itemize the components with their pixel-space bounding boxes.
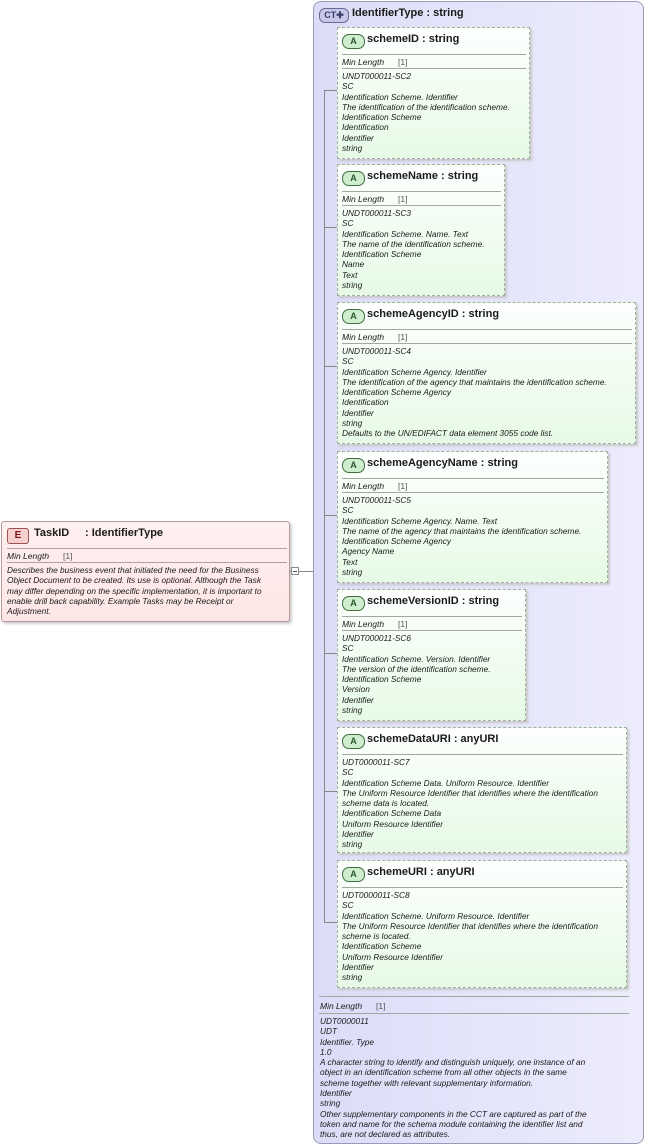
doc-line: Identifier. Type [320,1036,374,1047]
doc-line: Name [342,259,365,270]
attribute-badge: A [342,34,365,49]
doc-line: Identification Scheme [342,941,422,952]
description-line: Object Document to be created. Its use is optional. Although the Task [7,575,261,586]
doc-line: string [342,705,363,716]
doc-line: Version [342,684,370,695]
facet-name: Min Length [342,57,385,67]
doc-line: Identification Scheme Data [342,808,442,819]
complex-type-title: IdentifierType : string [352,7,464,19]
doc-line: Identification Scheme. Name. Text [342,228,469,239]
doc-line: Identification Scheme Agency [342,387,451,398]
divider [342,630,522,631]
doc-line: object in an identification scheme from all other objects in the same [320,1067,567,1078]
tree-branch [324,90,337,91]
facet-name: Min Length [342,481,385,491]
attribute-title: schemeAgencyID : string [367,308,500,320]
attribute-title: schemeDataURI : anyURI [367,733,499,745]
tree-branch [324,791,337,792]
doc-line: UDT0000011-SC7 [342,757,410,767]
doc-line: Text [342,556,358,567]
doc-line: string [320,1098,341,1109]
doc-line: Identification Scheme [342,112,422,123]
tree-branch [324,366,337,367]
doc-line: string [342,839,363,850]
facet-value: [1] [376,1001,386,1011]
attribute-documentation [342,71,510,153]
doc-line: Identification Scheme. Identifier [342,91,458,102]
tree-branch [324,227,337,228]
doc-line: UDT0000011 [320,1016,369,1026]
doc-line: The version of the identification scheme. [342,663,491,674]
attribute-documentation [342,633,491,715]
divider [342,478,604,479]
connector-line [299,571,314,572]
facet-value: [1] [398,332,408,342]
attribute-schemedatauri[interactable] [337,727,627,853]
attribute-badge: A [342,596,365,611]
attribute-documentation [342,208,485,290]
divider [342,492,604,493]
doc-line: The Uniform Resource Identifier that identifies where the identification [342,920,598,931]
attribute-badge: A [342,309,365,324]
doc-line: Text [342,269,358,280]
description-line: Adjustment. [7,606,51,617]
facet-value: [1] [398,481,408,491]
tree-branch [324,922,337,923]
attribute-schemeuri[interactable] [337,860,627,988]
facet-name: Min Length [342,194,385,204]
attribute-documentation [342,346,607,439]
doc-line: Identification Scheme [342,674,422,685]
doc-line: scheme together with relevant supplementary information. [320,1077,534,1088]
divider [342,754,623,755]
doc-line: The name of the agency that maintains the identification scheme. [342,525,582,536]
tree-branch [324,515,337,516]
doc-line: The name of the identification scheme. [342,238,485,249]
description-line: enable drill back capability. Example Tasks may be Receipt or [7,595,234,606]
doc-line: Agency Name [342,546,395,557]
doc-line: SC [342,356,354,367]
facet-name: Min Length [7,551,50,561]
divider [342,54,526,55]
doc-line: UDT0000011-SC8 [342,890,410,900]
element-description [7,565,289,616]
doc-line: UNDT000011-SC3 [342,208,412,218]
divider [342,191,501,192]
expand-plus-icon: ✚ [336,10,344,20]
divider [342,616,522,617]
doc-line: The Uniform Resource Identifier that identifies where the identification [342,787,598,798]
doc-line: UNDT000011-SC5 [342,495,412,505]
complex-type-documentation [319,996,631,1141]
attribute-badge: A [342,171,365,186]
divider [7,548,287,549]
doc-line: string [342,143,363,154]
divider [7,562,287,563]
description-line: may differ depending on the specific implementation, it is important to [7,585,262,596]
attribute-badge: A [342,734,365,749]
doc-line: Identifier [342,829,374,840]
doc-line: Identifier [342,132,374,143]
attribute-schemeid[interactable] [337,27,530,159]
doc-line: Identification Scheme. Version. Identifier [342,653,491,664]
divider [342,205,501,206]
doc-line: UNDT000011-SC6 [342,633,412,643]
ct-doc-lines [320,1016,630,1140]
attribute-schemeagencyid[interactable] [337,302,636,444]
facet-value: [1] [63,551,73,561]
facet-name: Min Length [342,619,385,629]
doc-line: Identification [342,397,389,408]
doc-line: SC [342,767,354,778]
doc-line: Identification Scheme Agency. Identifier [342,366,487,377]
facet-value: [1] [398,57,408,67]
description-line: Describes the business event that initiated the need for the Business [7,565,259,575]
attribute-badge: A [342,458,365,473]
doc-line: The identification of the identification scheme. [342,101,510,112]
divider [319,996,629,997]
doc-line: SC [342,218,354,229]
facet-name: Min Length [342,332,385,342]
element-type: : IdentifierType [85,527,164,539]
attribute-badge: A [342,867,365,882]
attribute-schemeagencyname[interactable] [337,451,608,583]
doc-line: SC [342,81,354,92]
doc-line: scheme is located. [342,931,411,942]
doc-line: Identification Scheme Agency [342,536,451,547]
doc-line: Identification Scheme [342,249,422,260]
element-taskid[interactable] [1,521,290,622]
attribute-documentation [342,495,581,577]
complex-type-identifiertype[interactable] [313,1,644,1144]
attribute-schemeversionid[interactable] [337,589,526,721]
doc-line: Identifier [342,962,374,973]
doc-line: A character string to identify and distinguish uniquely, one instance of an [320,1057,586,1068]
element-name: TaskID [34,527,70,539]
divider [342,343,632,344]
doc-line: thus, are not declared as attributes. [320,1129,451,1140]
doc-line: Identifier [320,1088,352,1099]
complex-type-badge [319,8,349,23]
facet-name: Min Length [320,1001,363,1011]
facet-value: [1] [398,194,408,204]
tree-line [324,90,325,922]
attribute-documentation [342,890,598,983]
divider [342,887,623,888]
element-badge: E [7,528,29,544]
attribute-documentation [342,757,598,850]
doc-line: Identification Scheme Data. Uniform Resource. Identifier [342,777,550,788]
attribute-title: schemeVersionID : string [367,595,500,607]
collapse-toggle-icon[interactable] [291,567,299,575]
doc-line: scheme data is located. [342,798,430,809]
doc-line: string [342,972,363,983]
doc-line: Uniform Resource Identifier [342,818,443,829]
doc-line: Defaults to the UN/EDIFACT data element 3055 code list. [342,428,554,439]
doc-line: Uniform Resource Identifier [342,951,443,962]
doc-line: SC [342,900,354,911]
doc-line: SC [342,505,354,516]
doc-line: string [342,280,363,291]
attribute-title: schemeAgencyName : string [367,457,518,469]
doc-line: Identification [342,122,389,133]
doc-line: string [342,418,363,429]
attribute-title: schemeName : string [367,170,479,182]
attribute-title: schemeID : string [367,33,460,45]
doc-line: token and name for the schema module containing the identifier list and [320,1118,583,1129]
doc-line: Identifier [342,694,374,705]
facet-value: [1] [398,619,408,629]
doc-line: string [342,567,363,578]
divider [342,68,526,69]
doc-line: SC [342,643,354,654]
doc-line: Identification Scheme Agency. Name. Text [342,515,498,526]
doc-line: UDT [320,1026,338,1037]
ct-badge-text: CT [324,10,337,20]
doc-line: UNDT000011-SC2 [342,71,412,81]
divider [342,329,632,330]
doc-line: Identifier [342,407,374,418]
divider [319,1013,629,1014]
doc-line: 1.0 [320,1046,332,1057]
doc-line: The identification of the agency that maintains the identification scheme. [342,376,607,387]
doc-line: UNDT000011-SC4 [342,346,412,356]
doc-line: Identification Scheme. Uniform Resource. Identifier [342,910,530,921]
doc-line: Other supplementary components in the CCT are captured as part of the [320,1108,587,1119]
attribute-schemename[interactable] [337,164,505,296]
tree-branch [324,653,337,654]
attribute-title: schemeURI : anyURI [367,866,475,878]
